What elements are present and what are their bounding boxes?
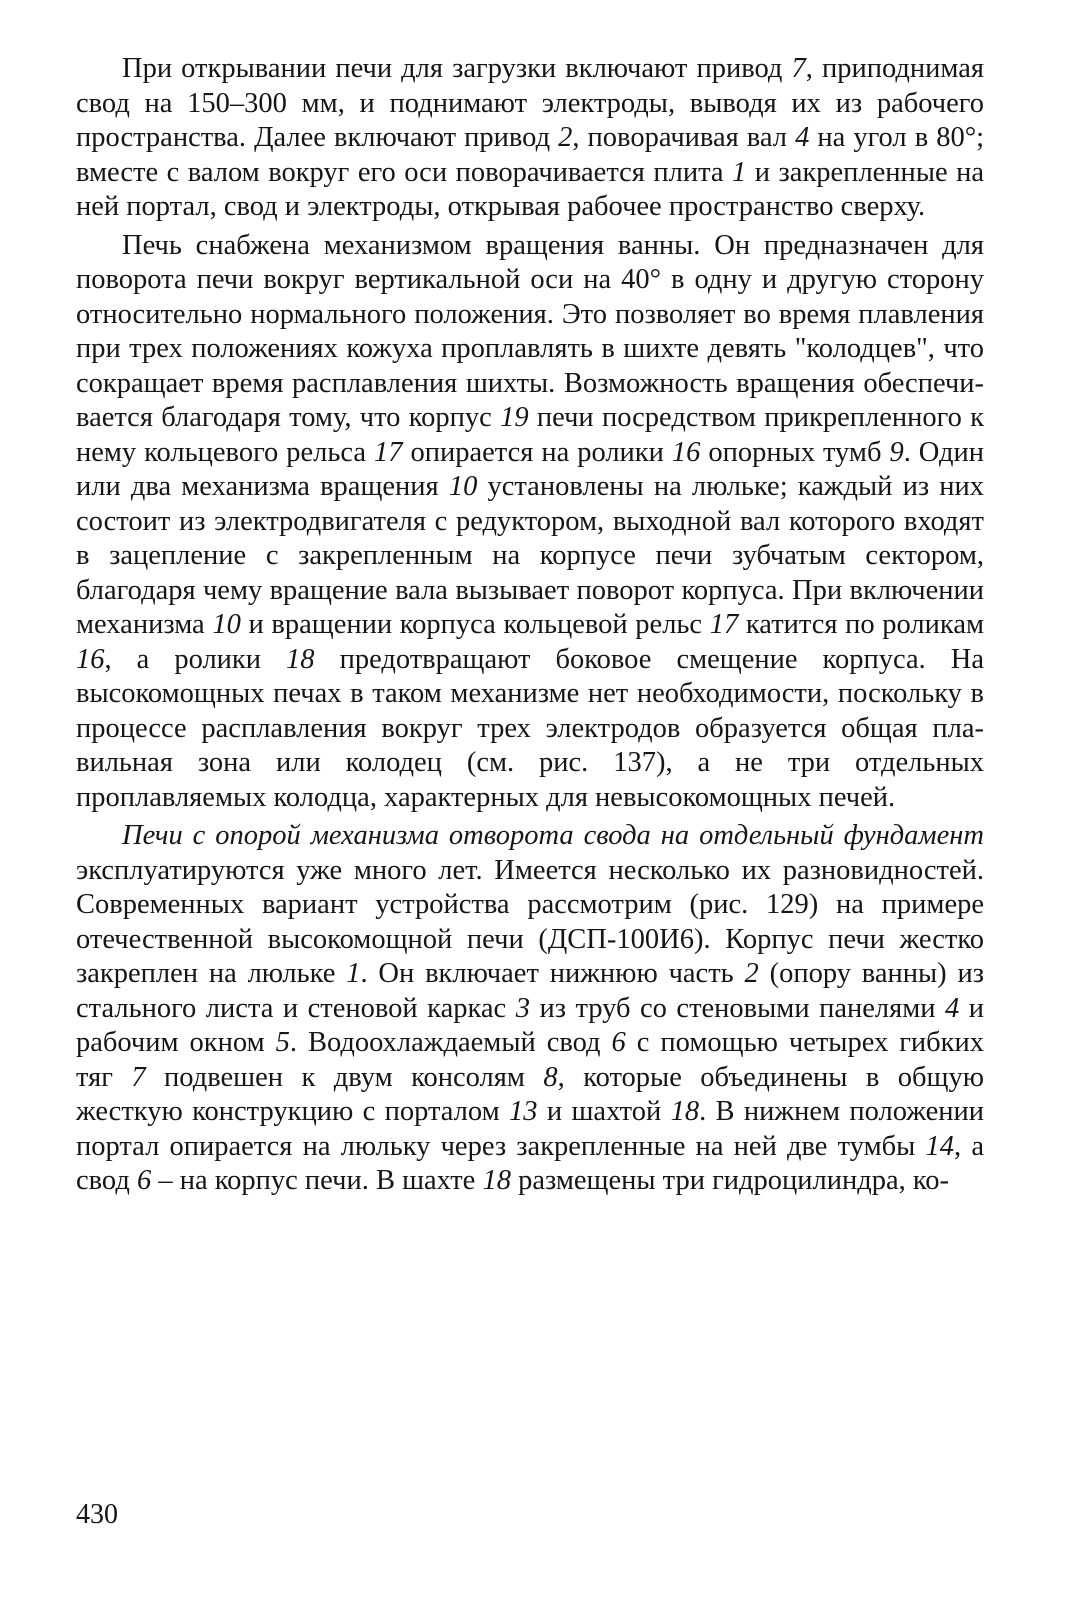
italic-text-segment: 13	[509, 1096, 538, 1127]
italic-text-segment: 4	[945, 992, 960, 1024]
text-segment: подвешен к двум консолям	[145, 1061, 544, 1093]
italic-text-segment: 16	[76, 643, 105, 675]
italic-text-segment: 10	[448, 471, 478, 502]
text-segment: . Один или два механизма вращения	[76, 436, 984, 502]
italic-text-segment: 7	[791, 53, 806, 84]
text-segment: – на корпус печи. В шахте	[151, 1165, 483, 1196]
text-segment: . В нижнем положении портал опирается на люльку через закрепленные на ней две тумбы	[76, 1096, 985, 1162]
text-segment: на угол в 80°; вместе с валом вокруг его оси поворачивается плита	[76, 122, 985, 188]
italic-text-segment: 1	[346, 958, 361, 989]
italic-text-segment: 2	[558, 122, 573, 153]
text-segment: и рабочим окном	[76, 992, 985, 1058]
italic-text-segment: 10	[212, 609, 241, 640]
paragraph-2	[76, 229, 984, 816]
italic-text-segment: 4	[795, 122, 810, 153]
text-segment: из труб со стеновыми панелями	[529, 992, 945, 1024]
text-segment: , которые объединены в общую жесткую конструкцию с порталом	[76, 1061, 984, 1127]
text-segment: . Он включает нижнюю часть	[360, 958, 745, 989]
italic-text-segment: 18	[482, 1165, 511, 1196]
text-segment: с помощью четырех гибких тяг	[76, 1027, 985, 1093]
text-segment: эксплуатируются уже много лет. Имеется несколько их разновидностей. Современных вариант устройства рассмотрим (рис. 129) на примере отечественной высокомощной печи (ДСП-100И6). Корпус печи жестко закреплен на люльке	[76, 854, 984, 989]
italic-text-segment: 1	[732, 156, 747, 188]
text-segment: установлены на люльке; каждый из них состоит из электродвигателя с редуктором, выходной вал которого входят в зацепление с закрепленным на корпусе печи зубчатым сектором, благодаря чему вращение вала вызывает поворот корпуса. При включении механизма	[76, 471, 985, 640]
italic-text-segment: 19	[500, 402, 529, 433]
italic-text-segment: 2	[744, 958, 759, 989]
italic-text-segment: 17	[709, 609, 739, 640]
text-segment: предотвращают боковое смещение корпуса. На высокомощных печах в таком механизме нет необходимости, поскольку в процессе расплавления вокруг трех электродов образуется общая плавильная зона или колодец (см. рис. 137), а не три отдельных проплавляемых колодца, характерных для невысокомощных печей.	[76, 643, 984, 813]
text-segment: опирается на ролики	[402, 436, 672, 468]
text-segment: , а свод	[76, 1130, 984, 1196]
italic-text-segment: 5	[275, 1027, 290, 1058]
page-number: 430	[76, 1499, 118, 1530]
text-segment: и шахтой	[537, 1096, 671, 1127]
text-segment: печи посредством прикрепленного к нему кольцевого рельса	[76, 402, 984, 468]
text-segment: катится по роликам	[738, 609, 985, 640]
text-segment: , поворачивая вал	[572, 122, 796, 153]
body-text	[76, 52, 984, 1203]
italic-text-segment: 16	[671, 436, 701, 468]
text-segment: Печь снабжена механизмом вращения ванны. Он предназначен для поворота печи вокруг вертикальной оси на 40° в одну и другую сторону относительно нормального положения. Это позволяет во время плавления при трех положениях кожуха проплавлять в шихте девять "колодцев", что сокращает время расплавления шихты. Возможность вращения обеспечивается благодаря тому, что корпус	[76, 229, 984, 433]
italic-text-segment: 18	[670, 1096, 700, 1127]
text-segment: При открывании печи для загрузки включают привод	[122, 53, 792, 84]
italic-text-segment: 7	[131, 1061, 146, 1093]
italic-text-segment: 17	[374, 436, 403, 468]
italic-text-segment: 14	[925, 1130, 955, 1162]
text-segment: . Водоохлаждаемый свод	[289, 1027, 612, 1058]
italic-text-segment: 18	[286, 643, 315, 675]
italic-text-segment: 6	[611, 1027, 626, 1058]
paragraph-1	[76, 52, 984, 225]
text-segment: размещены три гидроцилиндра, ко-	[510, 1165, 950, 1196]
italic-text-segment: 9	[889, 436, 904, 468]
text-segment: (опору ванны) из стального листа и стеновой каркас	[76, 958, 984, 1024]
paragraph-3	[76, 819, 984, 1199]
text-segment: опорных тумб	[700, 436, 890, 468]
text-segment: , а ролики	[104, 643, 287, 675]
text-segment: и закрепленные на ней портал, свод и электроды, открывая рабочее пространство сверху.	[76, 156, 985, 222]
italic-text-segment: 8	[543, 1061, 558, 1093]
italic-text-segment: Печи с опорой механизма отворота свода на отдельный фундамент	[122, 820, 984, 851]
italic-text-segment: 6	[136, 1165, 152, 1196]
text-segment: , приподнимая свод на 150–300 мм, и поднимают электроды, выводя их из рабочего пространства. Далее включают привод	[76, 53, 984, 153]
italic-text-segment: 3	[515, 992, 530, 1024]
text-segment: и вращении корпуса кольцевой рельс	[240, 609, 710, 640]
